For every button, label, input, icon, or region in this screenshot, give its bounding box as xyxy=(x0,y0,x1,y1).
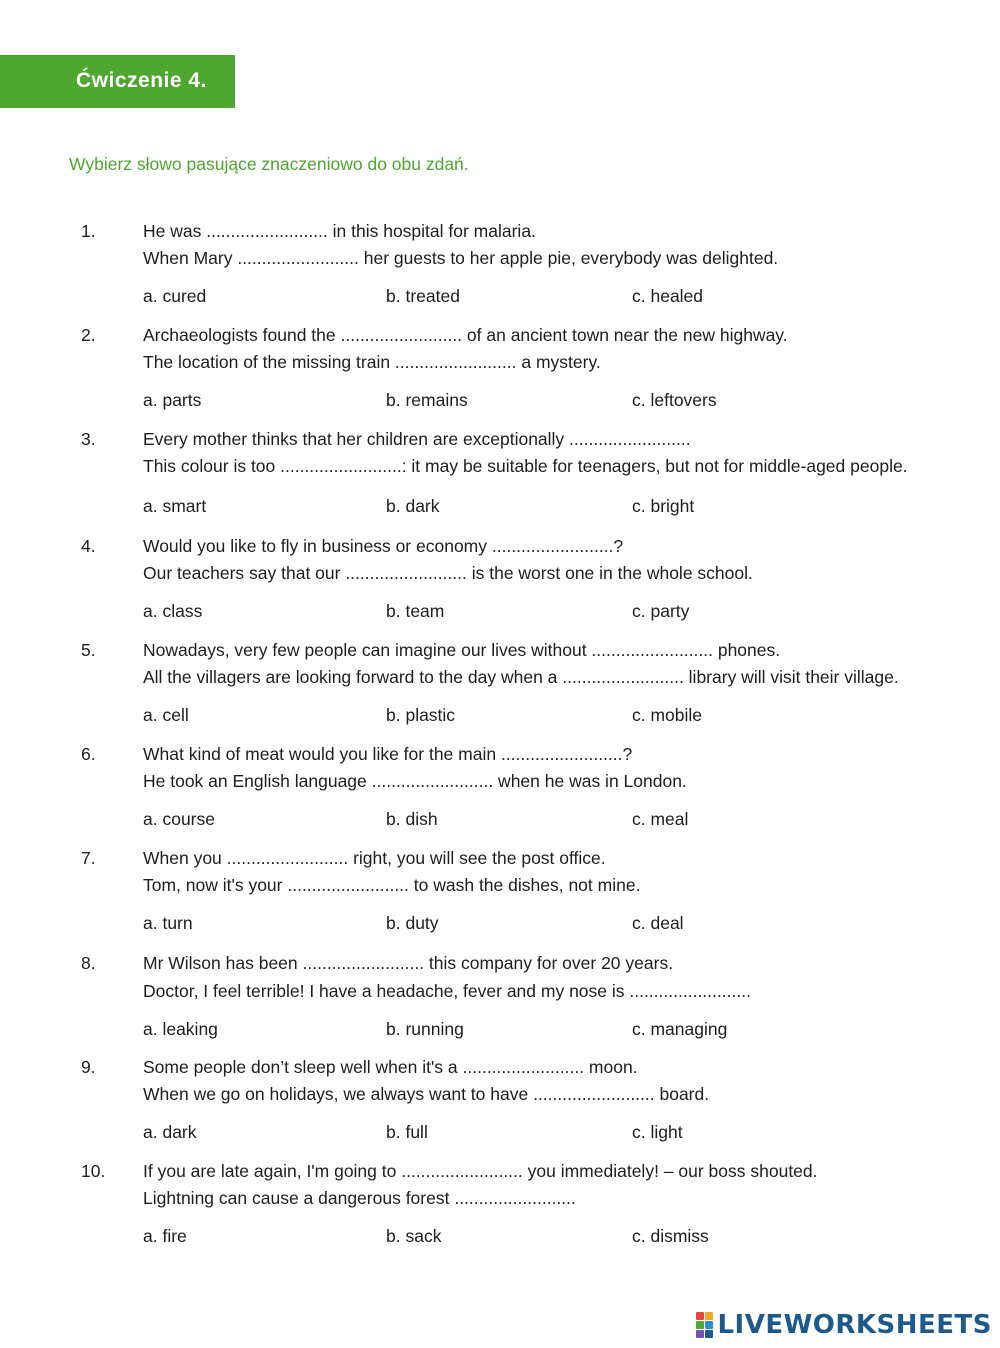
question-item xyxy=(0,744,1000,844)
question-item xyxy=(0,536,1000,636)
question-number: 9. xyxy=(81,1057,96,1077)
answer-option-b[interactable]: b. remains xyxy=(386,390,468,410)
question-number: 5. xyxy=(81,640,96,660)
answer-option-c[interactable]: c. dismiss xyxy=(632,1226,709,1246)
answer-option-b[interactable]: b. dish xyxy=(386,809,438,829)
answer-option-a[interactable]: a. cured xyxy=(143,286,207,306)
answer-option-c[interactable]: c. leftovers xyxy=(632,390,717,410)
answer-option-b[interactable]: b. plastic xyxy=(386,705,456,725)
question-sentence-2: This colour is too .........................: it may be suitable for teenagers, but not for middle-aged people. xyxy=(143,456,908,476)
question-sentence-2: When Mary ......................... her guests to her apple pie, everybody was delighted. xyxy=(143,248,779,268)
answer-option-b[interactable]: b. full xyxy=(386,1122,428,1142)
question-sentence-1: Every mother thinks that her children are exceptionally ......................... xyxy=(143,429,691,449)
question-sentence-1: Some people don’t sleep well when it's a ......................... moon. xyxy=(143,1057,638,1077)
question-sentence-1: He was ......................... in this hospital for malaria. xyxy=(143,221,536,241)
answer-option-c[interactable]: c. meal xyxy=(632,809,689,829)
liveworksheets-logo-icon xyxy=(696,1312,713,1338)
question-sentence-2: Lightning can cause a dangerous forest ......................... xyxy=(143,1188,576,1208)
answer-option-c[interactable]: c. light xyxy=(632,1122,683,1142)
question-sentence-1: Archaeologists found the ......................... of an ancient town near the new highway. xyxy=(143,325,788,345)
question-item xyxy=(0,429,1000,529)
exercise-header-bar xyxy=(0,55,235,108)
question-number: 8. xyxy=(81,953,96,973)
question-sentence-1: Mr Wilson has been ......................... this company for over 20 years. xyxy=(143,953,674,973)
question-item xyxy=(0,325,1000,425)
question-item xyxy=(0,1161,1000,1261)
liveworksheets-wordmark: LIVEWORKSHEETS xyxy=(717,1310,992,1340)
question-sentence-2: All the villagers are looking forward to the day when a ......................... library will visit their village. xyxy=(143,667,899,687)
question-item xyxy=(0,221,1000,321)
question-number: 4. xyxy=(81,536,96,556)
question-number: 3. xyxy=(81,429,96,449)
question-sentence-1: Would you like to fly in business or economy .........................? xyxy=(143,536,624,556)
question-sentence-1: What kind of meat would you like for the main .........................? xyxy=(143,744,633,764)
question-sentence-1: Nowadays, very few people can imagine our lives without ......................... phones. xyxy=(143,640,781,660)
answer-option-b[interactable]: b. treated xyxy=(386,286,460,306)
answer-option-b[interactable]: b. running xyxy=(386,1019,464,1039)
question-item xyxy=(0,1057,1000,1157)
question-sentence-2: He took an English language ......................... when he was in London. xyxy=(143,771,687,791)
answer-option-b[interactable]: b. dark xyxy=(386,496,440,516)
answer-option-b[interactable]: b. sack xyxy=(386,1226,442,1246)
question-sentence-2: Tom, now it's your ......................... to wash the dishes, not mine. xyxy=(143,875,641,895)
question-item xyxy=(0,953,1000,1053)
answer-option-a[interactable]: a. turn xyxy=(143,913,193,933)
answer-option-c[interactable]: c. healed xyxy=(632,286,704,306)
answer-option-a[interactable]: a. course xyxy=(143,809,215,829)
answer-option-a[interactable]: a. dark xyxy=(143,1122,197,1142)
question-sentence-1: When you ......................... right, you will see the post office. xyxy=(143,848,606,868)
answer-option-a[interactable]: a. fire xyxy=(143,1226,187,1246)
question-number: 2. xyxy=(81,325,96,345)
answer-option-c[interactable]: c. party xyxy=(632,601,690,621)
question-sentence-1: If you are late again, I'm going to ......................... you immediately! – our boss shouted. xyxy=(143,1161,818,1181)
answer-option-b[interactable]: b. duty xyxy=(386,913,439,933)
question-sentence-2: The location of the missing train ......................... a mystery. xyxy=(143,352,601,372)
exercise-title: Ćwiczenie 4. xyxy=(76,69,207,92)
answer-option-c[interactable]: c. bright xyxy=(632,496,695,516)
answer-option-c[interactable]: c. mobile xyxy=(632,705,703,725)
question-number: 7. xyxy=(81,848,96,868)
answer-option-a[interactable]: a. smart xyxy=(143,496,207,516)
question-sentence-2: When we go on holidays, we always want to have ......................... board. xyxy=(143,1084,710,1104)
answer-option-a[interactable]: a. cell xyxy=(143,705,189,725)
answer-option-b[interactable]: b. team xyxy=(386,601,445,621)
question-number: 1. xyxy=(81,221,96,241)
question-item xyxy=(0,640,1000,740)
question-item xyxy=(0,848,1000,948)
answer-option-c[interactable]: c. deal xyxy=(632,913,684,933)
exercise-instruction: Wybierz słowo pasujące znaczeniowo do obu zdań. xyxy=(69,154,469,174)
question-number: 10. xyxy=(81,1161,106,1181)
answer-option-a[interactable]: a. parts xyxy=(143,390,202,410)
liveworksheets-brand xyxy=(696,1312,992,1338)
answer-option-c[interactable]: c. managing xyxy=(632,1019,728,1039)
answer-option-a[interactable]: a. class xyxy=(143,601,203,621)
question-sentence-2: Our teachers say that our ......................... is the worst one in the whole school. xyxy=(143,563,753,583)
answer-option-a[interactable]: a. leaking xyxy=(143,1019,218,1039)
question-number: 6. xyxy=(81,744,96,764)
question-sentence-2: Doctor, I feel terrible! I have a headache, fever and my nose is ......................... xyxy=(143,981,751,1001)
